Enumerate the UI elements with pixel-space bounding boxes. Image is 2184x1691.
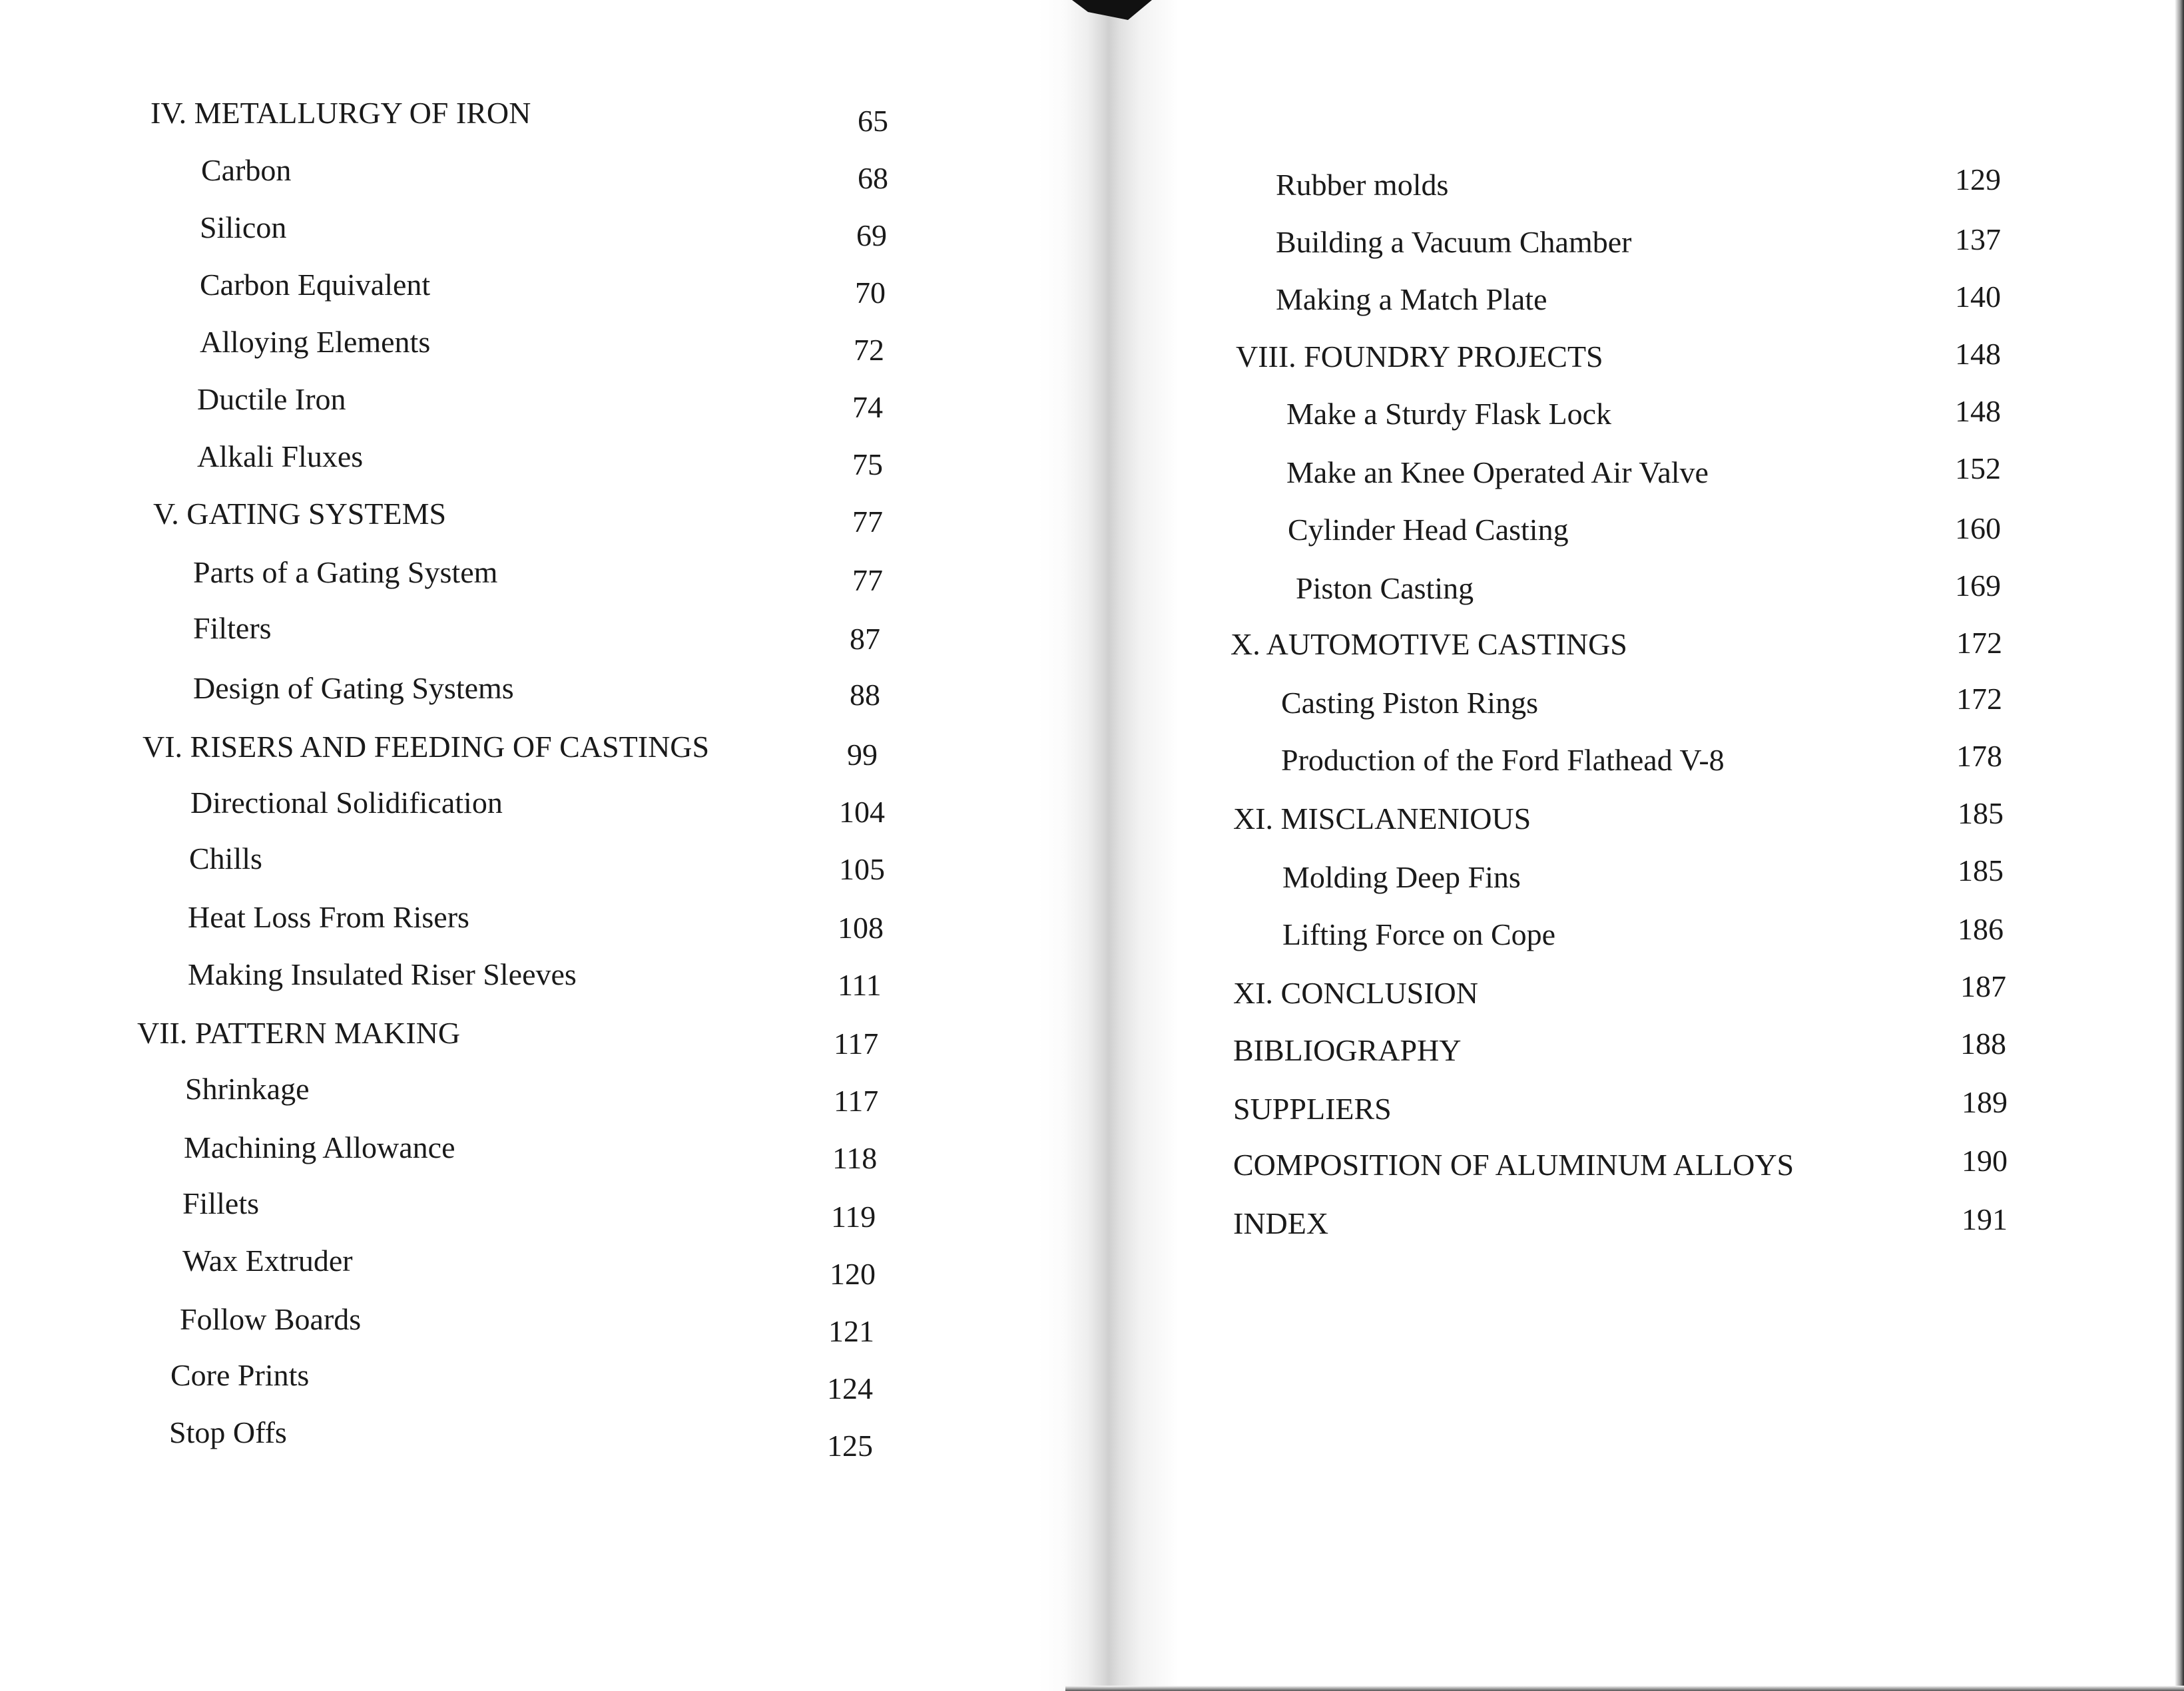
toc-entry-title: Lifting Force on Cope	[1282, 917, 1556, 951]
toc-entry-title: Molding Deep Fins	[1282, 860, 1521, 894]
toc-entry-page: 77	[852, 505, 883, 539]
toc-entry-title: Cylinder Head Casting	[1288, 513, 1569, 547]
toc-entry-page: 178	[1956, 739, 2002, 773]
toc-entry-title: Alloying Elements	[200, 325, 431, 359]
toc-entry-title: Carbon	[201, 153, 292, 187]
toc-entry-title: VI. RISERS AND FEEDING OF CASTINGS	[142, 730, 710, 764]
toc-entry-title: Ductile Iron	[197, 382, 346, 416]
toc-entry-title: Carbon Equivalent	[200, 268, 431, 302]
toc-entry-title: Heat Loss From Risers	[188, 900, 469, 934]
toc-entry-title: BIBLIOGRAPHY	[1233, 1033, 1462, 1067]
toc-entry-title: Parts of a Gating System	[193, 555, 498, 589]
toc-entry-page: 74	[852, 390, 883, 424]
toc-entry-title: VIII. FOUNDRY PROJECTS	[1236, 340, 1603, 373]
toc-entry-page: 120	[830, 1257, 876, 1291]
toc-entry-title: Core Prints	[170, 1358, 310, 1392]
toc-entry-page: 87	[850, 622, 880, 656]
toc-entry-title: IV. METALLURGY OF IRON	[150, 96, 531, 130]
toc-entry-page: 118	[832, 1141, 878, 1175]
toc-entry-page: 105	[839, 852, 885, 886]
toc-entry-page: 189	[1962, 1085, 2008, 1119]
toc-entry-page: 104	[839, 795, 885, 829]
toc-entry-page: 108	[838, 911, 884, 945]
toc-entry-page: 121	[828, 1314, 874, 1348]
toc-entry-title: INDEX	[1233, 1206, 1329, 1240]
book-bottom-edge	[1065, 1686, 2184, 1691]
toc-entry-title: Stop Offs	[169, 1415, 287, 1449]
toc-entry-page: 187	[1960, 969, 2006, 1003]
toc-entry-page: 111	[838, 968, 882, 1002]
toc-entry-title: Silicon	[200, 210, 287, 244]
toc-entry-page: 129	[1955, 162, 2001, 196]
toc-entry-title: Production of the Ford Flathead V-8	[1281, 743, 1725, 777]
toc-entry-title: Make an Knee Operated Air Valve	[1286, 455, 1709, 489]
toc-entry-page: 172	[1956, 682, 2002, 716]
toc-entry-page: 137	[1955, 222, 2001, 256]
toc-entry-title: Making a Match Plate	[1276, 282, 1547, 316]
toc-entry-page: 77	[852, 563, 883, 597]
toc-entry-page: 125	[827, 1429, 873, 1463]
toc-entry-title: Shrinkage	[185, 1072, 310, 1106]
toc-entry-page: 75	[852, 447, 883, 481]
toc-entry-title: Alkali Fluxes	[197, 439, 364, 473]
toc-entry-page: 172	[1956, 626, 2002, 660]
toc-entry-title: Follow Boards	[180, 1302, 362, 1336]
toc-entry-page: 124	[827, 1371, 873, 1405]
toc-entry-page: 148	[1955, 394, 2001, 428]
toc-entry-page: 68	[858, 161, 888, 195]
toc-entry-page: 160	[1955, 511, 2001, 545]
toc-entry-title: Wax Extruder	[182, 1244, 353, 1278]
toc-entry-title: Chills	[189, 842, 262, 875]
toc-entry-page: 188	[1960, 1027, 2006, 1061]
toc-entry-title: XI. CONCLUSION	[1233, 976, 1478, 1010]
toc-entry-title: Building a Vacuum Chamber	[1276, 225, 1632, 259]
toc-entry-page: 185	[1958, 853, 2004, 887]
toc-entry-title: Casting Piston Rings	[1281, 686, 1538, 720]
toc-entry-page: 186	[1958, 912, 2004, 946]
toc-entry-title: Fillets	[182, 1186, 260, 1220]
toc-entry-title: X. AUTOMOTIVE CASTINGS	[1230, 627, 1627, 661]
book-edge-shadow	[2175, 0, 2184, 1691]
toc-entry-title: V. GATING SYSTEMS	[153, 497, 447, 531]
toc-entry-title: Rubber molds	[1276, 168, 1449, 202]
toc-entry-page: 191	[1962, 1202, 2008, 1236]
book-gutter	[1039, 0, 1179, 1691]
toc-entry-title: Directional Solidification	[190, 786, 503, 820]
toc-entry-page: 65	[858, 104, 888, 138]
toc-entry-page: 69	[856, 218, 887, 252]
toc-entry-page: 117	[834, 1027, 879, 1061]
toc-entry-title: Piston Casting	[1296, 571, 1474, 605]
toc-entry-title: XI. MISCLANENIOUS	[1233, 802, 1531, 836]
toc-entry-title: Filters	[193, 611, 272, 645]
toc-entry-title: Making Insulated Riser Sleeves	[188, 957, 577, 991]
toc-entry-page: 72	[854, 333, 884, 367]
toc-entry-page: 169	[1955, 569, 2001, 603]
toc-entry-page: 185	[1958, 796, 2004, 830]
toc-entry-title: Design of Gating Systems	[193, 671, 514, 705]
toc-entry-page: 148	[1955, 337, 2001, 371]
toc-entry-page: 99	[847, 738, 878, 772]
toc-entry-page: 88	[850, 678, 880, 712]
toc-entry-title: Machining Allowance	[184, 1130, 455, 1164]
toc-entry-page: 117	[834, 1084, 879, 1118]
toc-entry-title: SUPPLIERS	[1233, 1092, 1392, 1126]
toc-entry-page: 190	[1962, 1144, 2008, 1178]
toc-entry-title: COMPOSITION OF ALUMINUM ALLOYS	[1233, 1148, 1794, 1182]
toc-entry-title: Make a Sturdy Flask Lock	[1286, 397, 1612, 431]
toc-entry-page: 140	[1955, 280, 2001, 314]
toc-entry-page: 152	[1955, 451, 2001, 485]
toc-entry-page: 70	[855, 276, 886, 310]
toc-entry-page: 119	[831, 1200, 876, 1234]
toc-entry-title: VII. PATTERN MAKING	[137, 1016, 461, 1050]
